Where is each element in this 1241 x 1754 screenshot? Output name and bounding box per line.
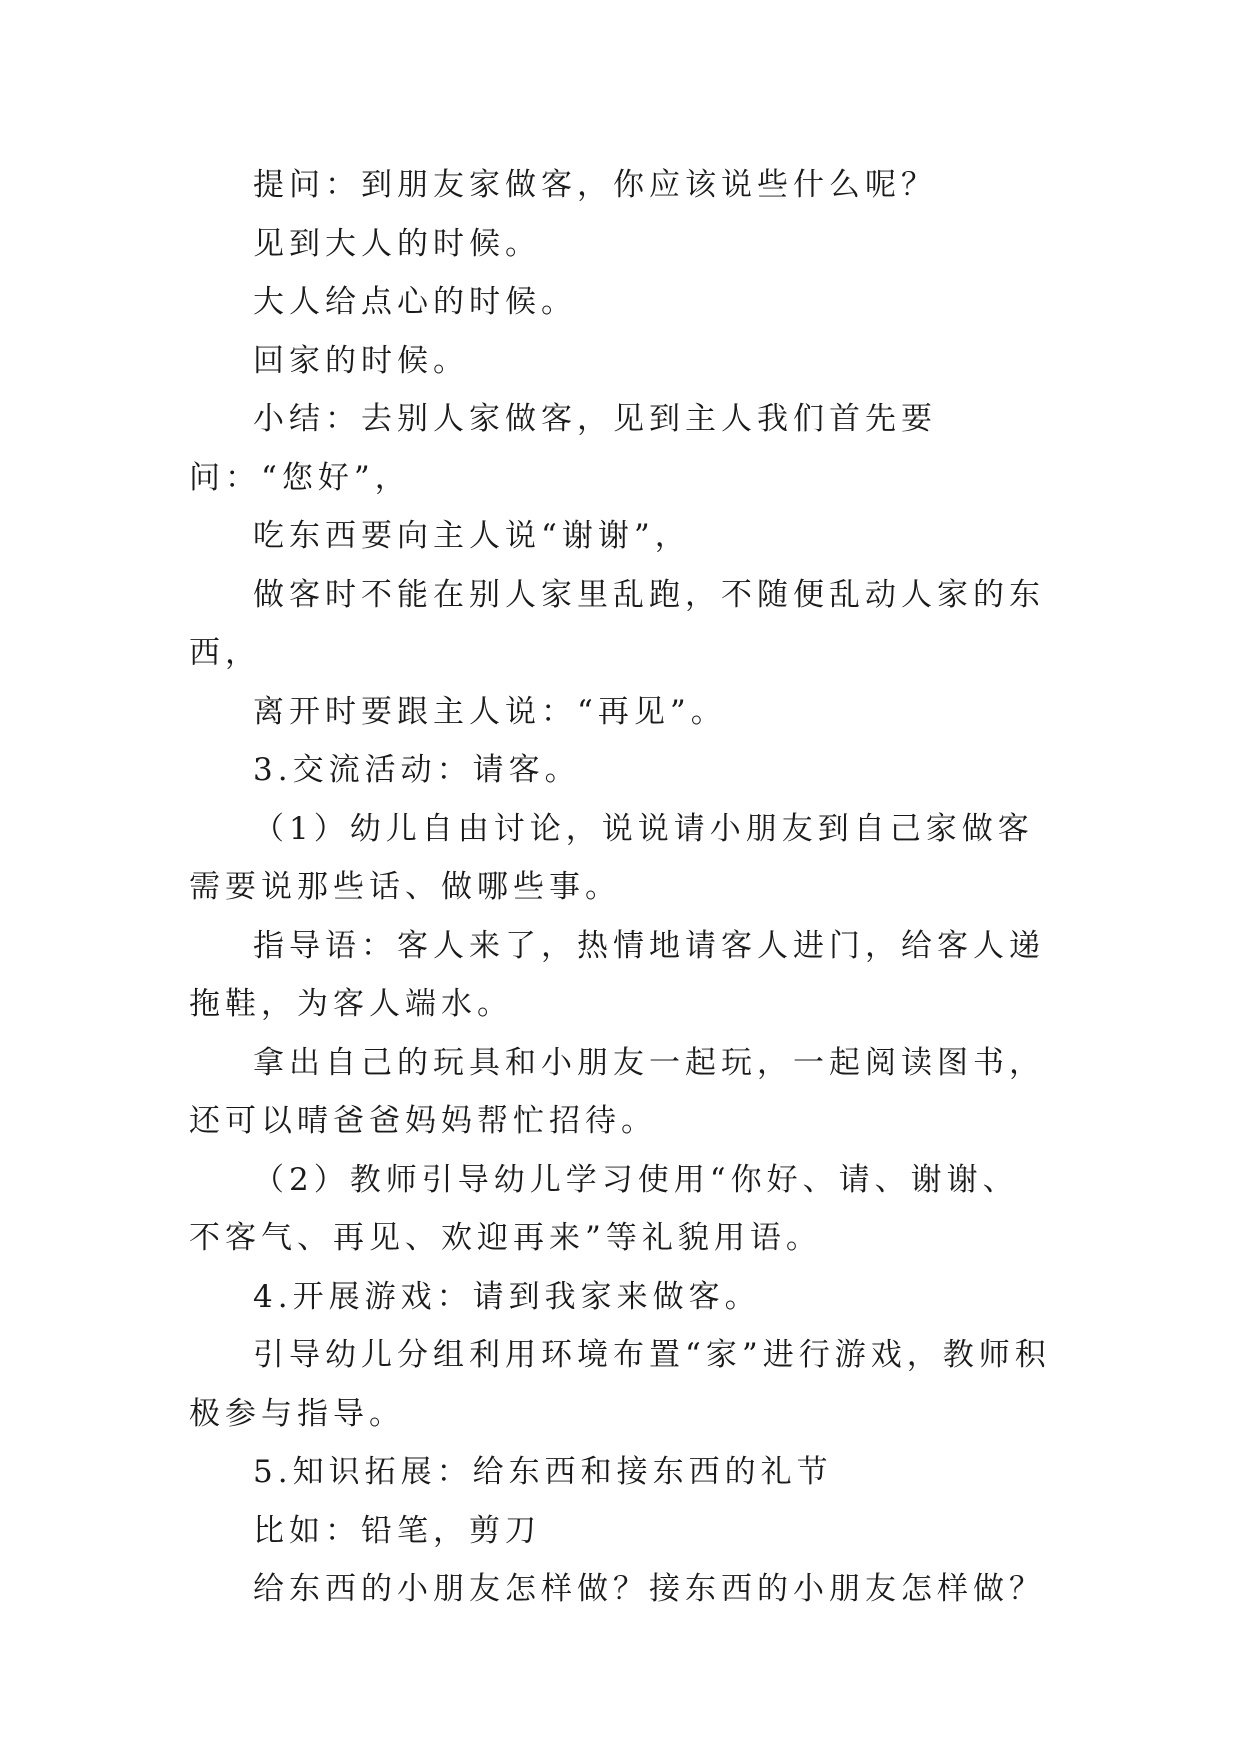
paragraph-discussion: （1）幼儿自由讨论，说说请小朋友到自己家做客需要说那些话、做哪些事。 <box>189 810 1034 905</box>
paragraph-meet-adults: 见到大人的时候。 <box>253 225 541 262</box>
document-body <box>189 156 1051 1619</box>
paragraph-toys: 拿出自己的玩具和小朋友一起玩，一起阅读图书，还可以晴爸爸妈妈帮忙招待。 <box>189 1044 1045 1139</box>
paragraph-going-home: 回家的时候。 <box>253 342 469 379</box>
paragraph-snack: 大人给点心的时候。 <box>253 284 577 320</box>
paragraph-leaving: 离开时要跟主人说：“再见”。 <box>253 693 727 730</box>
paragraph-question: 提问：到朋友家做客，你应该说些什么呢？ <box>253 167 937 203</box>
paragraph-final-question: 给东西的小朋友怎样做？接东西的小朋友怎样做？ <box>253 1571 1045 1607</box>
paragraph-behavior: 做客时不能在别人家里乱跑，不随便乱动人家的东西， <box>189 576 1045 671</box>
paragraph-section-4: 4.开展游戏：请到我家来做客。 <box>253 1278 761 1315</box>
paragraph-group-game: 引导幼儿分组利用环境布置“家”进行游戏，教师积极参与指导。 <box>189 1337 1051 1432</box>
paragraph-guidance: 指导语：客人来了，热情地请客人进门，给客人递拖鞋，为客人端水。 <box>189 927 1045 1022</box>
paragraph-eating: 吃东西要向主人说“谢谢”， <box>253 518 691 554</box>
paragraph-section-3: 3.交流活动：请客。 <box>253 752 581 788</box>
paragraph-summary: 小结：去别人家做客，见到主人我们首先要问：“您好”， <box>189 401 937 496</box>
paragraph-polite-words: （2）教师引导幼儿学习使用“你好、请、谢谢、不客气、再见、欢迎再来”等礼貌用语。 <box>189 1161 1019 1256</box>
paragraph-section-5: 5.知识拓展：给东西和接东西的礼节 <box>253 1454 833 1490</box>
paragraph-example: 比如：铅笔，剪刀 <box>253 1512 541 1549</box>
